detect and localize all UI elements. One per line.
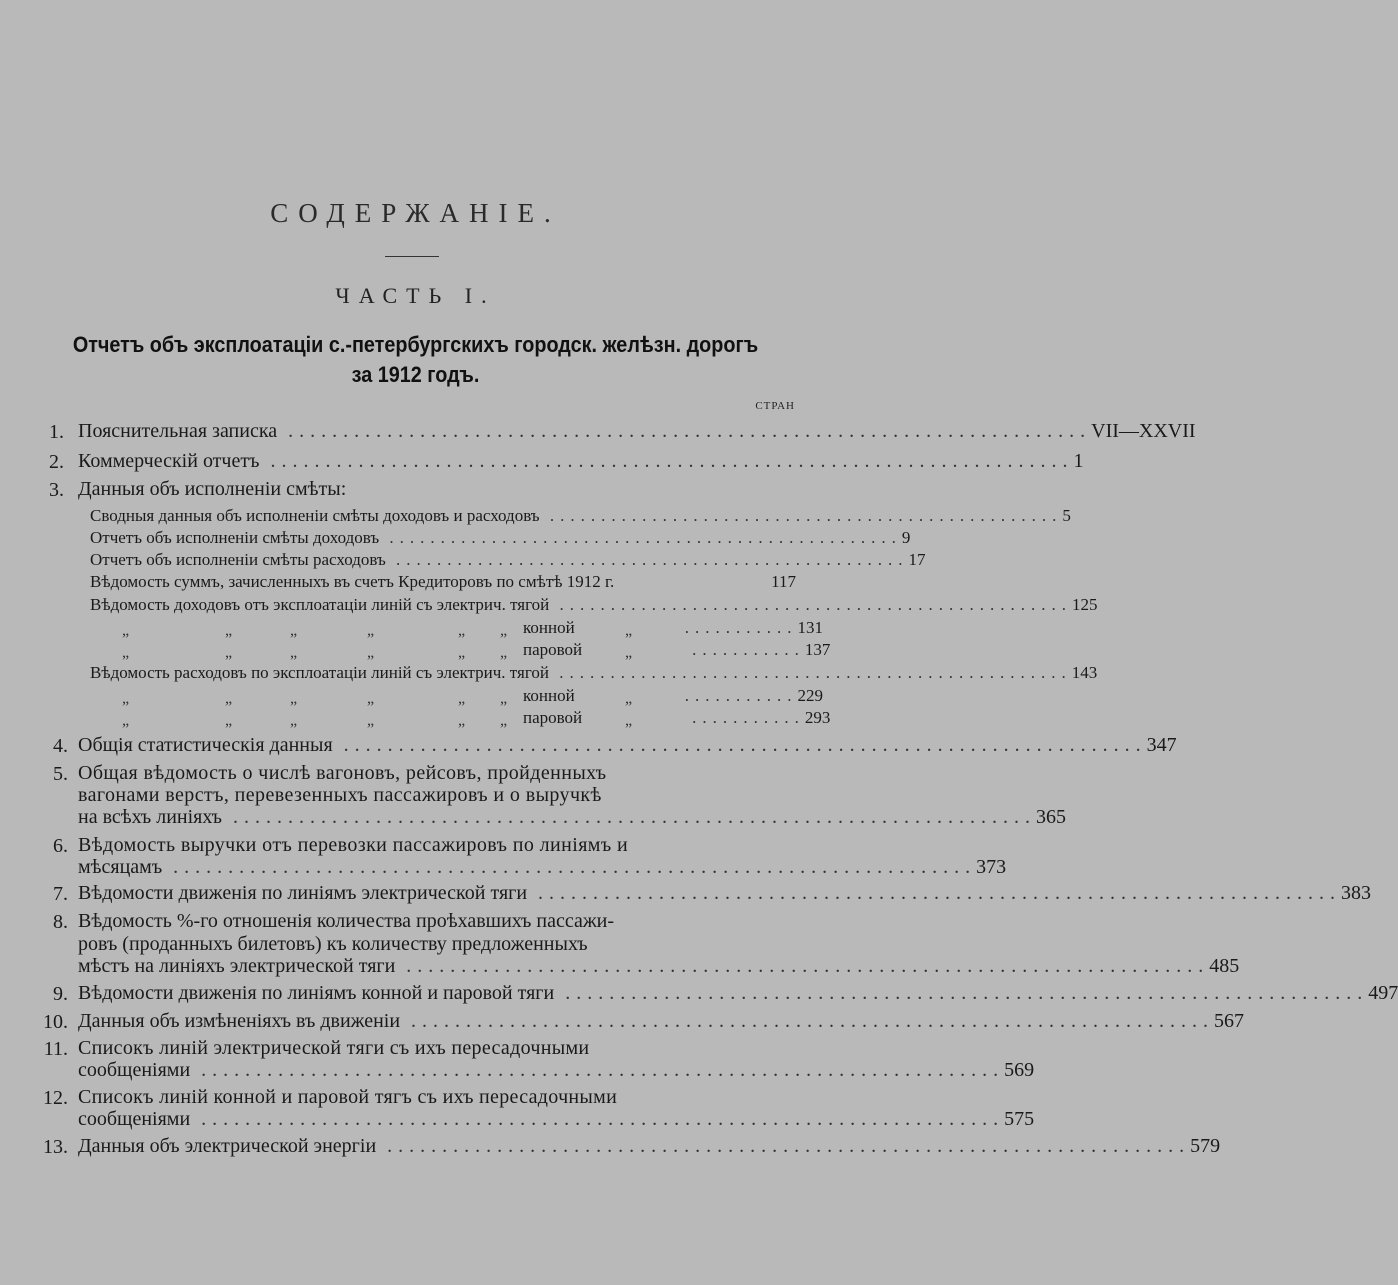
report-heading [69,330,763,390]
toc-sub-entry-text: Вѣдомость расходовъ по эксплоатаціи линій съ электрич. тягой [90,663,549,682]
toc-sub-entry-text: паровой [523,708,583,727]
leader-dots: ......................................................................... [190,1059,1005,1081]
toc-entry-line [78,1086,798,1109]
toc-entry-text: сообщеніями [78,1108,191,1130]
toc-entry-number: 7. [53,883,68,905]
leader-dots: .................................................. [385,550,909,569]
ditto-mark: „ [625,622,633,639]
ditto-mark: „ [122,690,130,707]
report-heading-line-2: за 1912 годъ. [351,362,480,387]
title-divider [385,256,439,257]
toc-sub-entry-page: 229 [797,686,823,705]
toc-entry [78,882,1372,905]
toc-sub-entry [90,572,796,592]
toc-sub-entry [523,640,831,660]
toc-entry-number: 8. [53,911,68,933]
leader-dots: .................................................. [539,506,1063,525]
toc-entry-page: 383 [1341,882,1372,904]
leader-dots: ........... [692,708,805,727]
toc-sub-entry [523,618,823,638]
toc-entry [78,982,1398,1005]
toc-entry [78,478,798,501]
ditto-mark: „ [122,712,130,729]
toc-entry-line [78,784,798,807]
toc-sub-entry-page: 117 [771,572,796,591]
ditto-mark: „ [625,712,633,729]
toc-entry-number: 13. [43,1136,68,1158]
toc-entry [78,955,1240,978]
toc-entry-text: Общая вѣдомость о числѣ вагоновъ, рейсовъ, пройденныхъ [78,762,607,784]
toc-entry-text: Данныя объ исполненіи смѣты: [78,478,347,500]
ditto-mark: „ [500,690,508,707]
ditto-mark: „ [458,690,466,707]
toc-entry-page: VII—XXVII [1091,420,1196,442]
leader-dots: .................................................. [549,595,1072,614]
toc-sub-entry-text: конной [523,618,575,637]
toc-entry-page: 1 [1073,450,1084,472]
toc-entry [78,856,1007,879]
toc-sub-entry [90,550,926,570]
leader-dots: ......................................................................... [190,1108,1005,1130]
toc-entry [78,1135,1221,1158]
toc-sub-entry-text: Отчетъ объ исполненіи смѣты доходовъ [90,528,380,547]
toc-entry [78,450,1084,473]
toc-entry-number: 10. [43,1011,68,1033]
ditto-mark: „ [225,690,233,707]
toc-sub-entry-page: 293 [804,708,831,727]
toc-entry-text: Общія статистическія данныя [78,734,333,756]
leader-dots: ......................................................................... [259,450,1074,472]
toc-entry-page: 347 [1146,734,1177,756]
leader-dots: ......................................................................... [527,882,1342,904]
ditto-mark: „ [225,712,233,729]
toc-entry-text: Вѣдомость выручки отъ перевозки пассажировъ по линіямъ и [78,834,629,856]
toc-entry-line [78,762,798,785]
toc-entry-number: 1. [49,421,64,443]
toc-sub-entry-text: Вѣдомость доходовъ отъ эксплоатаціи линій съ электрич. тягой [90,595,550,614]
part-heading: ЧАСТЬ I. [335,283,496,308]
toc-entry-page: 485 [1209,955,1240,977]
ditto-mark: „ [225,622,233,639]
leader-dots: .................................................. [548,663,1072,682]
leader-dots: ........... [692,640,805,659]
toc-sub-entry-text: конной [523,686,575,705]
toc-entry-text: Коммерческій отчетъ [78,450,260,472]
toc-entry-text: Вѣдомости движенія по линіямъ конной и паровой тяги [78,982,555,1004]
toc-entry-text: Списокъ линій электрической тяги съ ихъ пересадочными [78,1037,590,1059]
toc-entry-number: 3. [49,479,64,501]
toc-sub-entry-text: Вѣдомость суммъ, зачисленныхъ въ счетъ Кредиторовъ по смѣтѣ 1912 г. [90,572,615,591]
page-title: СОДЕРЖАНІЕ. [270,198,561,228]
ditto-mark: „ [458,622,466,639]
leader-dots: ......................................................................... [395,955,1210,977]
ditto-mark: „ [367,622,375,639]
toc-sub-entry-page: 17 [908,550,926,569]
leader-dots: ......................................................................... [376,1135,1191,1157]
toc-sub-entry [90,528,911,548]
toc-entry-text: мѣсяцамъ [78,856,163,878]
ditto-mark: „ [122,644,130,661]
toc-entry [78,1010,1245,1033]
leader-dots: ......................................................................... [221,806,1036,828]
page-column-label: СТРАН [755,400,795,412]
toc-entry-page: 579 [1190,1135,1221,1157]
toc-entry-page: 569 [1004,1059,1035,1081]
toc-entry-number: 4. [53,735,68,757]
toc-sub-entry [523,686,823,706]
toc-entry-number: 2. [49,451,64,473]
ditto-mark: „ [458,644,466,661]
report-heading-line-1: Отчетъ объ эксплоатаціи с.-петербургскихъ городск. желѣзн. дорогъ [72,332,759,357]
ditto-mark: „ [367,690,375,707]
toc-sub-entry [90,663,1098,683]
toc-entry [78,420,1196,443]
ditto-mark: „ [290,644,298,661]
toc-entry-text: Пояснительная записка [78,420,278,442]
ditto-mark: „ [367,644,375,661]
toc-sub-entry [523,708,831,728]
toc-entry [78,734,1177,757]
ditto-mark: „ [225,644,233,661]
ditto-mark: „ [458,712,466,729]
toc-entry-text: на всѣхъ линіяхъ [78,806,222,828]
leader-dots: .................................................. [379,528,902,547]
leader-dots: ........... [684,686,798,705]
toc-entry-page: 365 [1035,806,1066,828]
toc-entry-line [78,933,798,956]
toc-entry [78,1108,1035,1131]
toc-sub-entry-page: 125 [1072,595,1098,614]
toc-sub-entry [90,506,1071,526]
ditto-mark: „ [500,712,508,729]
toc-entry-text: Вѣдомости движенія по линіямъ электрической тяги [78,882,528,904]
toc-entry-number: 6. [53,835,68,857]
ditto-mark: „ [500,622,508,639]
toc-sub-entry [90,595,1098,615]
toc-entry-line [78,834,798,857]
leader-dots: ......................................................................... [400,1010,1215,1032]
toc-entry-number: 9. [53,983,68,1005]
ditto-mark: „ [625,690,633,707]
toc-entry-number: 12. [43,1087,68,1109]
toc-entry [78,1059,1035,1082]
leader-dots: ......................................................................... [277,420,1092,442]
ditto-mark: „ [290,622,298,639]
leader-dots: ......................................................................... [332,734,1147,756]
toc-entry-line [78,910,798,933]
toc-entry-page: 373 [976,856,1007,878]
toc-sub-entry-text: паровой [523,640,583,659]
leader-dots: ......................................................................... [162,856,977,878]
ditto-mark: „ [367,712,375,729]
leader-dots: ......................................................................... [554,982,1369,1004]
toc-sub-entry-text: Отчетъ объ исполненіи смѣты расходовъ [90,550,386,569]
toc-entry-line [78,1037,798,1060]
toc-entry-text: Данныя объ измѣненіяхъ въ движеніи [78,1010,401,1032]
toc-entry-number: 11. [43,1038,68,1060]
ditto-mark: „ [122,622,130,639]
toc-entry-page: 497 [1368,982,1398,1004]
leader-dots: ........... [684,618,798,637]
toc-entry-text: сообщеніями [78,1059,191,1081]
toc-sub-entry-page: 5 [1062,506,1071,525]
ditto-mark: „ [625,644,633,661]
ditto-mark: „ [290,712,298,729]
toc-sub-entry-page: 143 [1071,663,1098,682]
toc-entry [78,806,1066,829]
toc-entry-number: 5. [53,763,68,785]
leader-dots [614,572,771,592]
ditto-mark: „ [290,690,298,707]
toc-entry-text: Данныя объ электрической энергіи [78,1135,377,1157]
toc-entry-page: 575 [1004,1108,1035,1130]
toc-entry-text: Вѣдомость %-го отношенія количества проѣхавшихъ пассажи- [78,910,614,932]
toc-sub-entry-text: Сводныя данныя объ исполненіи смѣты доходовъ и расходовъ [90,506,540,525]
toc-entry-text: ровъ (проданныхъ билетовъ) къ количеству предложенныхъ [78,933,588,955]
toc-sub-entry-page: 137 [804,640,831,659]
toc-sub-entry-page: 9 [901,528,911,547]
toc-entry-text: Списокъ линій конной и паровой тягъ съ ихъ пересадочными [78,1086,618,1108]
toc-entry-text: мѣстъ на линіяхъ электрической тяги [78,955,396,977]
toc-entry-page: 567 [1214,1010,1245,1032]
toc-entry-text: вагонами верстъ, перевезенныхъ пассажировъ и о выручкѣ [78,784,602,806]
toc-sub-entry-page: 131 [797,618,823,637]
ditto-mark: „ [500,644,508,661]
